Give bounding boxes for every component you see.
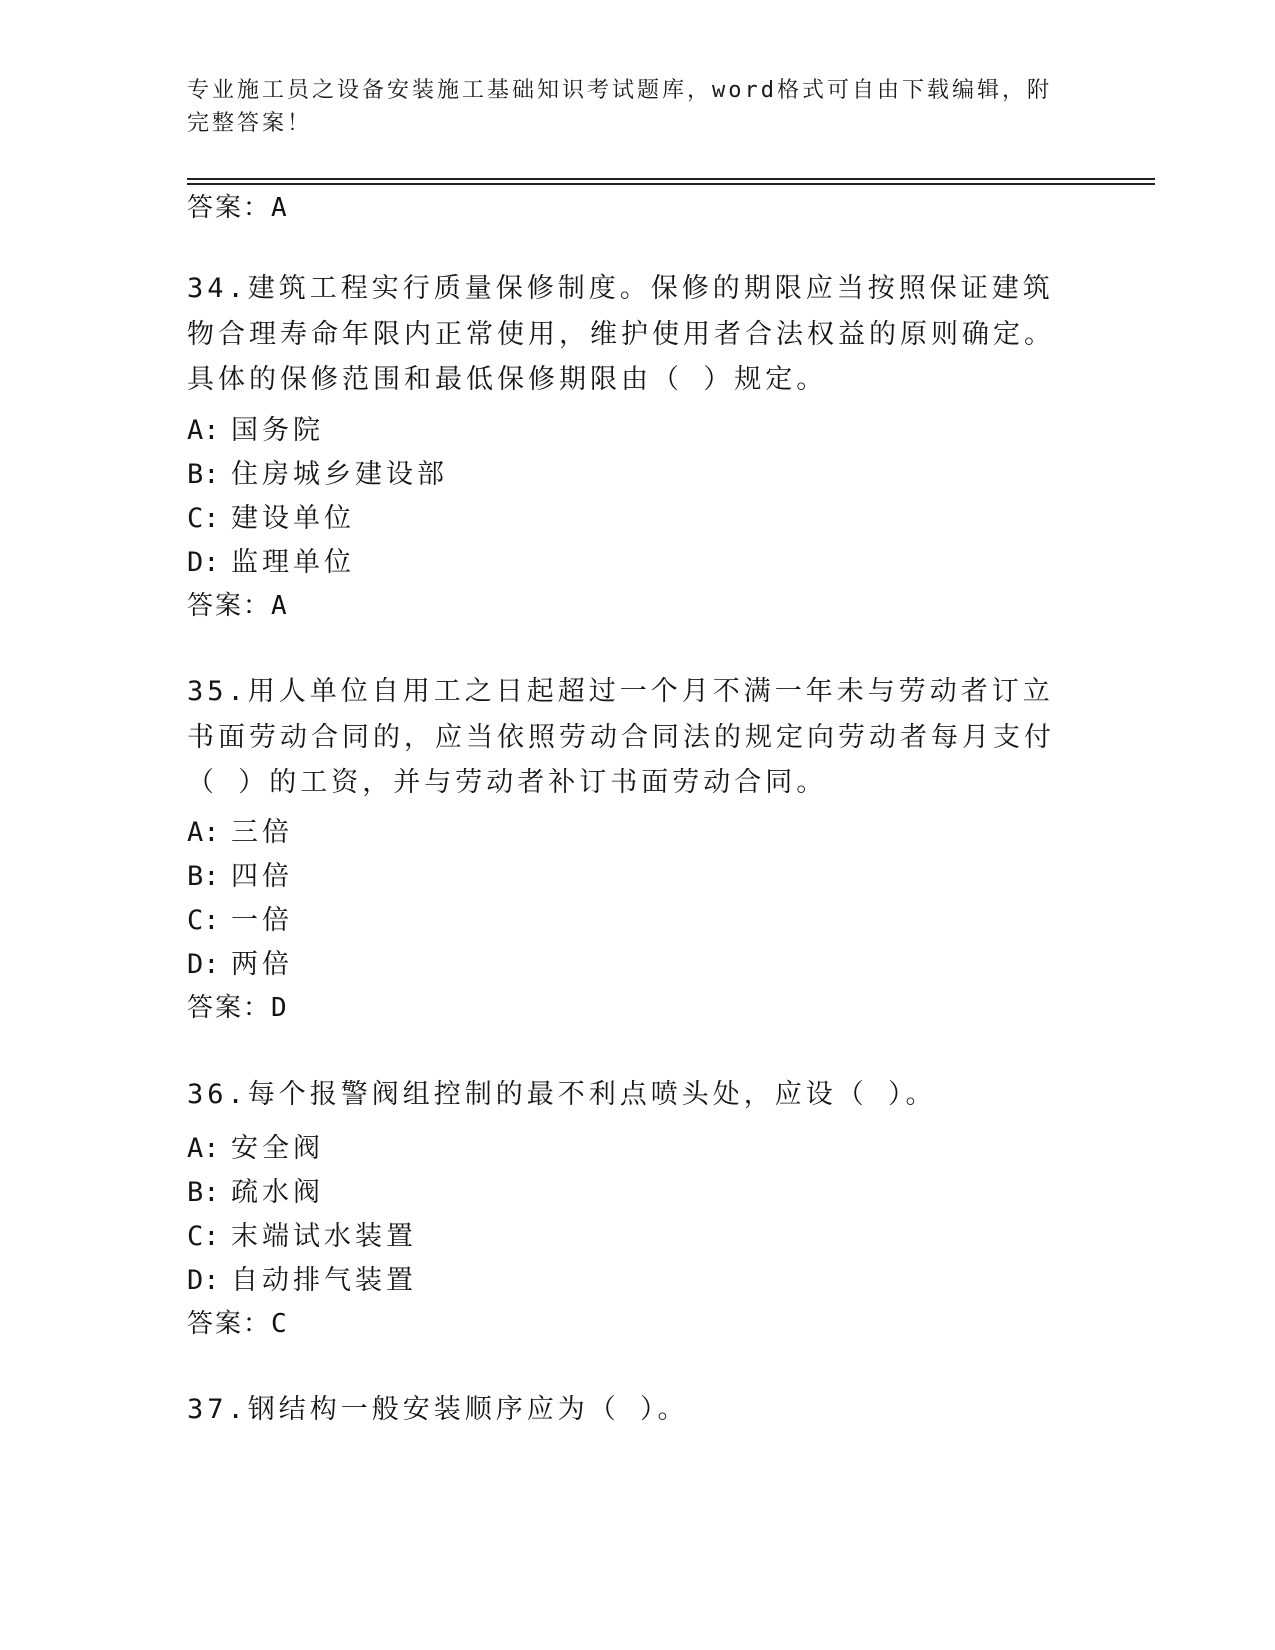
q35-option-c [187,898,293,937]
option-text: 安全阀 [231,1133,324,1164]
question-35: 35.用人单位自用工之日起超过一个月不满一年未与劳动者订立书面劳动合同的，应当依照劳动合同法的规定向劳动者每月支付（ ）的工资，并与劳动者补订书面劳动合同。 [187,676,1055,798]
option-text: 四倍 [231,861,293,892]
answer-q33: 答案：A [187,193,289,223]
answer-q35: 答案：D [187,993,289,1023]
answer-q34: 答案：A [187,591,289,621]
q36-option-c [187,1214,417,1253]
option-letter: A: [187,415,220,446]
option-letter: B: [187,459,220,490]
option-letter: C: [187,503,220,534]
question-36: 36.每个报警阀组控制的最不利点喷头处，应设（ ）。 [187,1079,937,1110]
option-text: 末端试水装置 [231,1221,417,1252]
q36-option-b [187,1170,324,1209]
option-letter: D: [187,949,220,980]
option-text: 住房城乡建设部 [231,459,448,490]
option-letter: A: [187,1133,220,1164]
question-37: 37.钢结构一般安装顺序应为（ ）。 [187,1394,689,1425]
option-text: 三倍 [231,817,293,848]
question-34: 34.建筑工程实行质量保修制度。保修的期限应当按照保证建筑物合理寿命年限内正常使用，维护使用者合法权益的原则确定。具体的保修范围和最低保修期限由（ ）规定。 [187,273,1055,395]
header-rule-bottom [187,183,1155,185]
option-text: 监理单位 [231,547,355,578]
option-letter: C: [187,1221,220,1252]
header-rule-top [187,178,1155,180]
q34-option-b [187,452,448,491]
q35-option-d [187,942,293,981]
option-letter: D: [187,547,220,578]
option-text: 国务院 [231,415,324,446]
q34-option-c [187,496,355,535]
q34-option-a [187,408,324,447]
q35-option-b [187,854,293,893]
document-header: 专业施工员之设备安装施工基础知识考试题库，word格式可自由下载编辑，附完整答案！ [187,78,1052,136]
option-letter: A: [187,817,220,848]
q35-option-a [187,810,293,849]
option-text: 疏水阀 [231,1177,324,1208]
q36-option-a [187,1126,324,1165]
option-letter: C: [187,905,220,936]
option-text: 建设单位 [231,503,355,534]
option-letter: B: [187,1177,220,1208]
answer-q36: 答案：C [187,1309,289,1339]
option-text: 一倍 [231,905,293,936]
option-letter: D: [187,1265,220,1296]
q36-option-d [187,1258,417,1297]
option-letter: B: [187,861,220,892]
option-text: 两倍 [231,949,293,980]
q34-option-d [187,540,355,579]
option-text: 自动排气装置 [231,1265,417,1296]
